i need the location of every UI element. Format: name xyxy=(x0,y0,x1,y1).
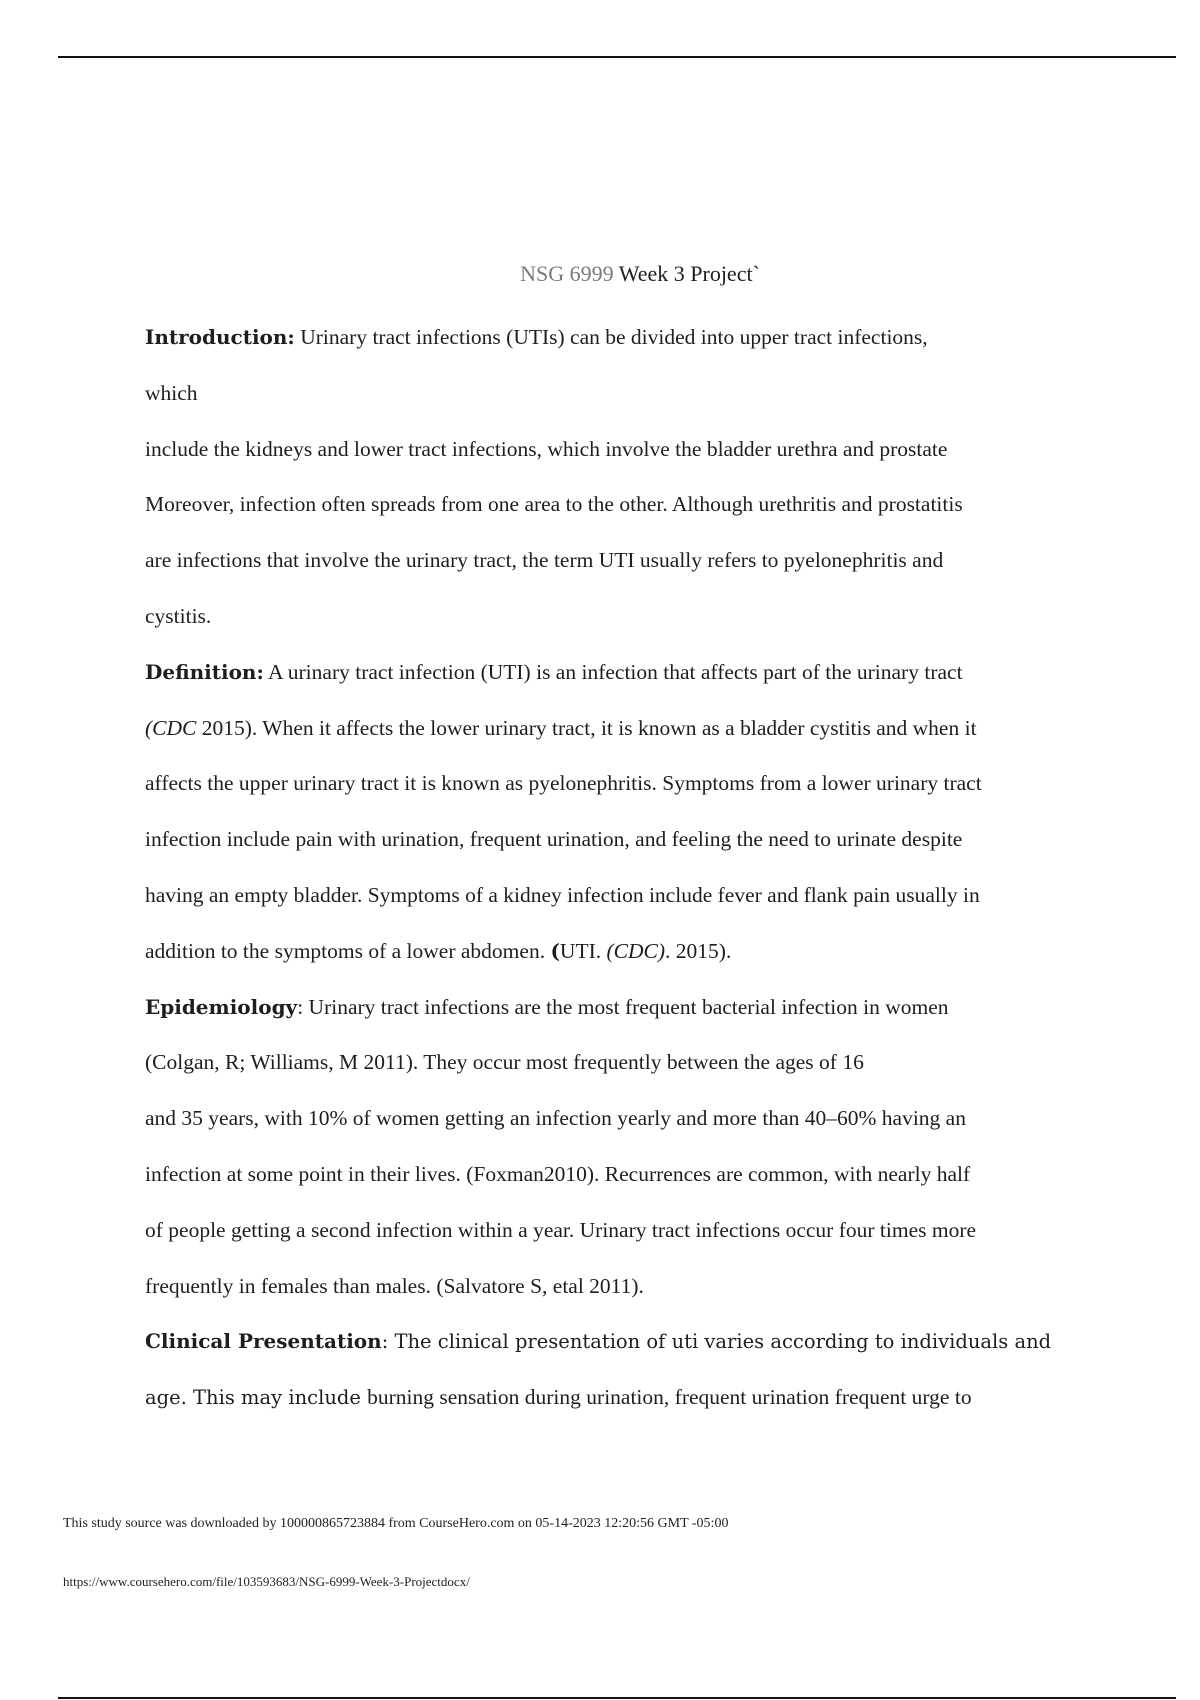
epidemiology-line-4: infection at some point in their lives. (Foxman2010). Recurrences are common, with nearly half xyxy=(145,1161,971,1186)
epidemiology-line-2: (Colgan, R; Williams, M 2011). They occur most frequently between the ages of 16 xyxy=(145,1050,864,1075)
top-rule xyxy=(58,56,1176,58)
epidemiology-line-6: frequently in females than males. (Salvatore S, etal 2011). xyxy=(145,1273,644,1298)
document-body xyxy=(145,310,1095,1426)
definition-line-3: affects the upper urinary tract it is known as pyelonephritis. Symptoms from a lower urinary tract xyxy=(145,771,982,796)
download-notice: This study source was downloaded by 100000865723884 from CourseHero.com on 05-14-2023 12:20:56 GMT -05:00 xyxy=(63,1516,729,1531)
page-title xyxy=(0,259,1200,289)
definition-line-5: having an empty bladder. Symptoms of a kidney infection include fever and flank pain usually in xyxy=(145,882,980,907)
definition-line-6: addition to the symptoms of a lower abdomen. (UTI. (CDC). 2015). xyxy=(145,938,732,963)
clinical-line-1: Clinical Presentation: The clinical presentation of uti varies according to individuals and xyxy=(145,1329,1052,1354)
definition-line-4: infection include pain with urination, frequent urination, and feeling the need to urinate despite xyxy=(145,827,963,852)
project-title: Week 3 Project` xyxy=(618,261,760,286)
clinical-heading: Clinical Presentation xyxy=(145,1329,382,1354)
intro-line-4: Moreover, infection often spreads from one area to the other. Although urethritis and prostatitis xyxy=(145,492,963,517)
definition-line-1: Definition: A urinary tract infection (UTI) is an infection that affects part of the urinary tract xyxy=(145,659,963,684)
course-code: NSG 6999 xyxy=(520,261,614,286)
intro-line-6: cystitis. xyxy=(145,603,212,628)
cdc-citation: (CDC xyxy=(145,715,197,740)
intro-line-1: Introduction: Urinary tract infections (UTIs) can be divided into upper tract infections, xyxy=(145,325,928,349)
definition-line-2: (CDC 2015). When it affects the lower urinary tract, it is known as a bladder cystitis and when it xyxy=(145,715,977,740)
clinical-line-2: age. This may include burning sensation during urination, frequent urination frequent urge to xyxy=(145,1385,972,1410)
epidemiology-line-5: of people getting a second infection within a year. Urinary tract infections occur four times more xyxy=(145,1217,977,1242)
definition-heading: Definition: xyxy=(145,659,264,684)
epidemiology-heading: Epidemiology xyxy=(145,994,298,1019)
intro-heading: Introduction: xyxy=(145,325,295,349)
intro-line-3: include the kidneys and lower tract infections, which involve the bladder urethra and prostate xyxy=(145,436,948,461)
epidemiology-line-1: Epidemiology: Urinary tract infections are the most frequent bacterial infection in women xyxy=(145,994,949,1019)
bottom-rule xyxy=(58,1697,1176,1699)
intro-line-5: are infections that involve the urinary tract, the term UTI usually refers to pyelonephritis and xyxy=(145,548,944,573)
source-url[interactable]: https://www.coursehero.com/file/103593683/NSG-6999-Week-3-Projectdocx/ xyxy=(63,1574,470,1589)
epidemiology-line-3: and 35 years, with 10% of women getting an infection yearly and more than 40–60% having an xyxy=(145,1106,966,1131)
intro-line-2: which xyxy=(145,380,198,405)
